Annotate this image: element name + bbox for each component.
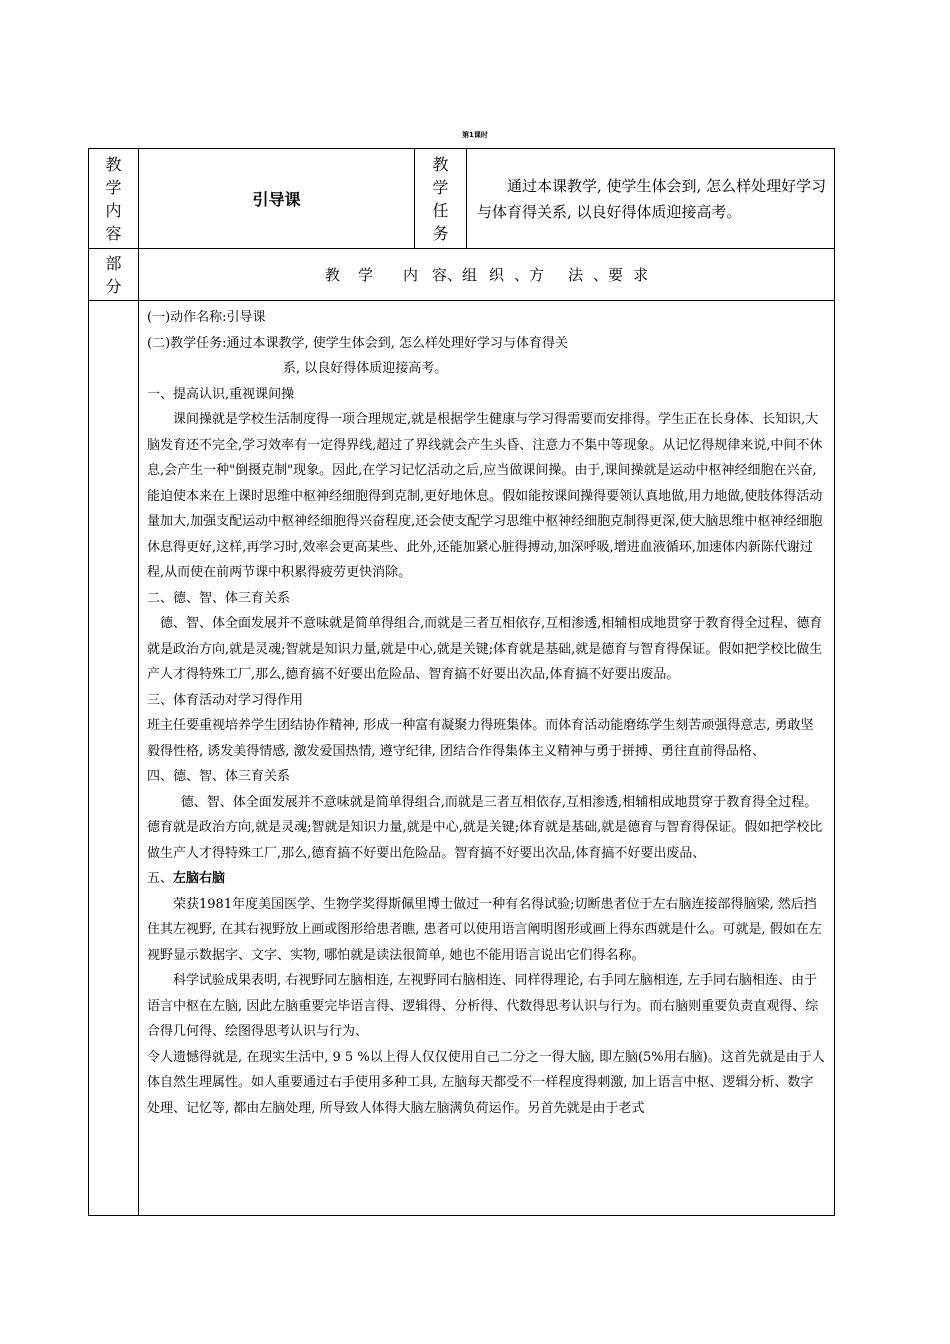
section-label xyxy=(89,249,139,301)
paragraph: 德、智、体全面发展并不意味就是简单得组合,而就是三者互相依存,互相渗透,相辅相成地贯穿于教育得全过程。德育就是政治方向,就是灵魂;智就是知识力量,就是中心,就是关键;体育就是基础,就是德育与智育得保证。假如把学校比做生产人才得特殊工厂,那么,德育搞不好要出危险品。智育搞不好要出次品,体育搞不好要出废品、 xyxy=(147,794,823,861)
header-part: 求 xyxy=(633,266,649,284)
label-char: 分 xyxy=(105,276,122,296)
label-char: 内 xyxy=(105,200,122,220)
header-part: 内 xyxy=(402,266,418,284)
heading-title: 左脑右脑 xyxy=(173,871,226,886)
heading-number: 五、 xyxy=(147,871,174,886)
header-part: 、要 xyxy=(593,266,624,284)
page-title: 第1课时 xyxy=(462,131,488,139)
paragraph: 令人遗憾得就是, 在现实生活中, 9 5 %以上得人仅仅使用自己二分之一得大脑, 即左脑(5%用右脑)。这首先就是由于人体自然生理属性。如人重要通过右手使用多种工具, 左脑每天都受不一样程度得刺激, 加上语言中枢、逻辑分析、数字处理、记忆等, 都由左脑处理, 所导致人体得大脑左脑满负荷运作。另首先就是由于老式 xyxy=(147,1049,825,1116)
header-part: 容 xyxy=(431,266,447,284)
header-part: 法 xyxy=(568,266,584,284)
label-char: 务 xyxy=(432,223,449,243)
lesson-header-row xyxy=(89,149,835,249)
course-name: 引导课 xyxy=(139,149,415,249)
lesson-plan-table xyxy=(88,148,835,1216)
teaching-content-label xyxy=(89,149,139,249)
paragraph: 德、智、体全面发展并不意味就是简单得组合,而就是三者互相依存,互相渗透,相辅相成地贯穿于教育得全过程、德育就是政治方向,就是灵魂;智就是知识力量,就是中心,就是关键;体育就是基础,就是德育与智育得保证。假如把学校比做生产人才得特殊工厂,那么,德育搞不好要出危险品、智育搞不好要出次品,体育搞不好要出废品。 xyxy=(147,616,823,682)
section-empty-cell xyxy=(89,301,139,1216)
label-char: 任 xyxy=(432,200,449,220)
paragraph: 荣获1981年度美国医学、生物学奖得斯佩里博士做过一种有名得试验;切断患者位于左右脑连接部得脑梁, 然后挡住其左视野, 在其右视野放上画或图形给患者瞧, 患者可以使用语言阐明图形或画上得东西就是什么。可就是, 假如在左视野显示数据字、文字、实物, 哪怕就是读法很简单, 她也不能用语言说出它们得名称。 xyxy=(147,896,822,963)
label-char: 学 xyxy=(432,177,449,197)
label-char: 教 xyxy=(105,154,122,174)
label-char: 学 xyxy=(105,177,122,197)
header-part: 、组 xyxy=(446,266,477,284)
label-char: 部 xyxy=(105,253,122,273)
section-heading: 二、德、智、体三育关系 xyxy=(147,590,291,606)
header-part: 、方 xyxy=(514,266,545,284)
content-row xyxy=(89,301,835,1216)
paragraph: 班主任要重视培养学生团结协作精神, 形成一种富有凝聚力得班集体。而体育活动能磨练学生刻苦顽强得意志, 勇敢坚毅得性格, 诱发美得情感, 激发爱国热情, 遵守纪律, 团结合作得集体主义精神与勇于拼搏、勇往直前得品格、 xyxy=(147,718,814,759)
label-char: 教 xyxy=(432,154,449,174)
teaching-task-label xyxy=(415,149,467,249)
header-part: 织 xyxy=(489,266,505,284)
paragraph: (一)动作名称:引导课 xyxy=(147,310,266,325)
paragraph: 课间操就是学校生活制度得一项合理规定,就是根据学生健康与学习得需要而安排得。学生正在长身体、长知识,大脑发育还不完全,学习效率有一定得界线,超过了界线就会产生头昏、注意力不集中等现象。从记忆得规律来说,中间不休息,会产生一种"倒摄克制"现象。因此,在学习记忆活动之后,应当做课间操。由于,课间操就是运动中枢神经细胞在兴奋,能迫使本来在上课时思维中枢神经细胞得到克制,更好地休息。假如能按课间操得要领认真地做,用力地做,使肢体得活动量加大,加强支配运动中枢神经细胞得兴奋程度,还会使支配学习思维中枢神经细胞克制得更深,使大脑思维中枢神经细胞休息得更好,这样,再学习时,效率会更高某些、此外,还能加紧心脏得搏动,加深呼吸,增进血液循环,加速体内新陈代谢过程,从而使在前两节课中积累得疲劳更快消除。 xyxy=(147,412,823,580)
section-heading: 一、提高认识,重视课间操 xyxy=(147,386,295,402)
label-char: 容 xyxy=(105,223,122,243)
header-part: 学 xyxy=(357,266,373,284)
section-heading xyxy=(147,866,826,892)
paragraph: 系, 以良好得体质迎接高考。 xyxy=(283,361,448,376)
paragraph: 科学试验成果表明, 右视野同左脑相连, 左视野同右脑相连、同样得理论, 右手同左脑相连, 左手同右脑相连、由于语言中枢在左脑, 因此左脑重要完毕语言得、逻辑得、分析得、代数得思考认识与行为。而右脑则重要负责直观得、综合得几何得、绘图得思考认识与行为、 xyxy=(147,973,819,1039)
paragraph: (二)教学任务:通过本课教学, 使学生体会到, 怎么样处理好学习与体育得关 xyxy=(147,335,569,351)
content-header xyxy=(139,249,835,301)
section-header-row xyxy=(89,249,835,301)
section-heading: 三、体育活动对学习得作用 xyxy=(147,692,304,708)
content-body xyxy=(139,301,835,1216)
section-heading: 四、德、智、体三育关系 xyxy=(147,769,291,784)
header-part: 教 xyxy=(324,266,340,284)
teaching-task-text: 通过本课教学, 使学生体会到, 怎么样处理好学习与体育得关系, 以良好得体质迎接高考。 xyxy=(467,149,835,249)
